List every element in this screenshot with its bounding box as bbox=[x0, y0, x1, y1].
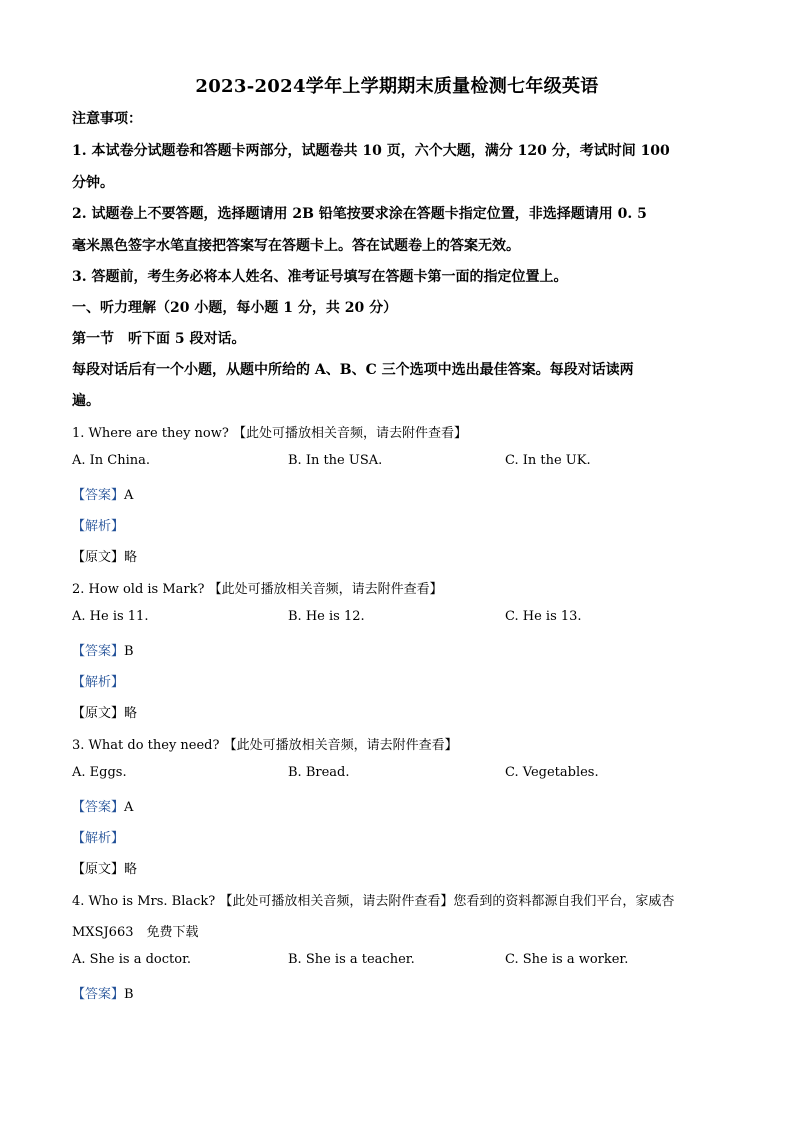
question-3-option-a: A. Eggs. bbox=[72, 765, 127, 780]
question-1-text: 1. Where are they now? 【此处可播放相关音频，请去附件查看】 bbox=[72, 426, 467, 441]
answer-value: B bbox=[124, 987, 134, 1002]
original-value: 略 bbox=[124, 706, 138, 721]
question-1-option-c: C. In the UK. bbox=[505, 453, 591, 468]
question-1-answer bbox=[72, 484, 133, 503]
notice-item-2-line-1: 2. 试题卷上不要答题，选择题请用 2B 铅笔按要求涂在答题卡指定位置，非选择题请用 0. 5 bbox=[72, 206, 647, 222]
question-4-option-c: C. She is a worker. bbox=[505, 952, 629, 967]
question-1-option-a: A. In China. bbox=[72, 453, 151, 468]
instruction-line-1: 每段对话后有一个小题，从题中所给的 A、B、C 三个选项中选出最佳答案。每段对话读两 bbox=[72, 362, 634, 378]
original-label: 【原文】 bbox=[72, 550, 125, 565]
original-label: 【原文】 bbox=[72, 706, 125, 721]
notice-item-2-line-2: 毫米黑色签字水笔直接把答案写在答题卡上。答在试题卷上的答案无效。 bbox=[72, 238, 520, 254]
question-2-option-b: B. He is 12. bbox=[288, 609, 365, 624]
question-3-original bbox=[72, 858, 137, 877]
answer-value: A bbox=[124, 488, 134, 503]
answer-value: A bbox=[124, 800, 134, 815]
question-2-option-c: C. He is 13. bbox=[505, 609, 582, 624]
answer-label: 【答案】 bbox=[72, 644, 125, 659]
original-value: 略 bbox=[124, 550, 138, 565]
original-value: 略 bbox=[124, 862, 138, 877]
question-1-analysis: 【解析】 bbox=[72, 519, 125, 534]
answer-label: 【答案】 bbox=[72, 488, 125, 503]
question-4-option-a: A. She is a doctor. bbox=[72, 952, 191, 967]
question-3-option-b: B. Bread. bbox=[288, 765, 350, 780]
question-2-answer bbox=[72, 640, 134, 659]
question-1-original bbox=[72, 546, 137, 565]
original-label: 【原文】 bbox=[72, 862, 125, 877]
notice-item-1-line-2: 分钟。 bbox=[72, 175, 114, 191]
question-4-option-b: B. She is a teacher. bbox=[288, 952, 415, 967]
part-heading: 第一节 听下面 5 段对话。 bbox=[72, 331, 246, 347]
answer-value: B bbox=[124, 644, 134, 659]
question-3-analysis: 【解析】 bbox=[72, 831, 125, 846]
question-4-text-line-2: MXSJ663 免费下载 bbox=[72, 925, 199, 940]
question-2-option-a: A. He is 11. bbox=[72, 609, 149, 624]
answer-label: 【答案】 bbox=[72, 987, 125, 1002]
question-4-text-line-1: 4. Who is Mrs. Black? 【此处可播放相关音频，请去附件查看】您看到的资料都源自我们平台，家威杏 bbox=[72, 894, 675, 909]
page-title: 2023-2024学年上学期期末质量检测七年级英语 bbox=[195, 76, 599, 97]
question-3-text: 3. What do they need? 【此处可播放相关音频，请去附件查看】 bbox=[72, 738, 458, 753]
question-3-option-c: C. Vegetables. bbox=[505, 765, 599, 780]
answer-label: 【答案】 bbox=[72, 800, 125, 815]
notice-heading: 注意事项： bbox=[72, 111, 142, 127]
question-3-answer bbox=[72, 796, 133, 815]
question-2-text: 2. How old is Mark? 【此处可播放相关音频，请去附件查看】 bbox=[72, 582, 443, 597]
notice-item-1-line-1: 1. 本试卷分试题卷和答题卡两部分，试题卷共 10 页，六个大题，满分 120 分，考试时间 100 bbox=[72, 143, 670, 159]
question-2-original bbox=[72, 702, 137, 721]
question-1-option-b: B. In the USA. bbox=[288, 453, 383, 468]
instruction-line-2: 遍。 bbox=[72, 393, 100, 409]
question-2-analysis: 【解析】 bbox=[72, 675, 125, 690]
section-heading: 一、听力理解（20 小题，每小题 1 分，共 20 分） bbox=[72, 300, 398, 316]
notice-item-3: 3. 答题前，考生务必将本人姓名、准考证号填写在答题卡第一面的指定位置上。 bbox=[72, 269, 568, 285]
question-4-answer bbox=[72, 983, 134, 1002]
